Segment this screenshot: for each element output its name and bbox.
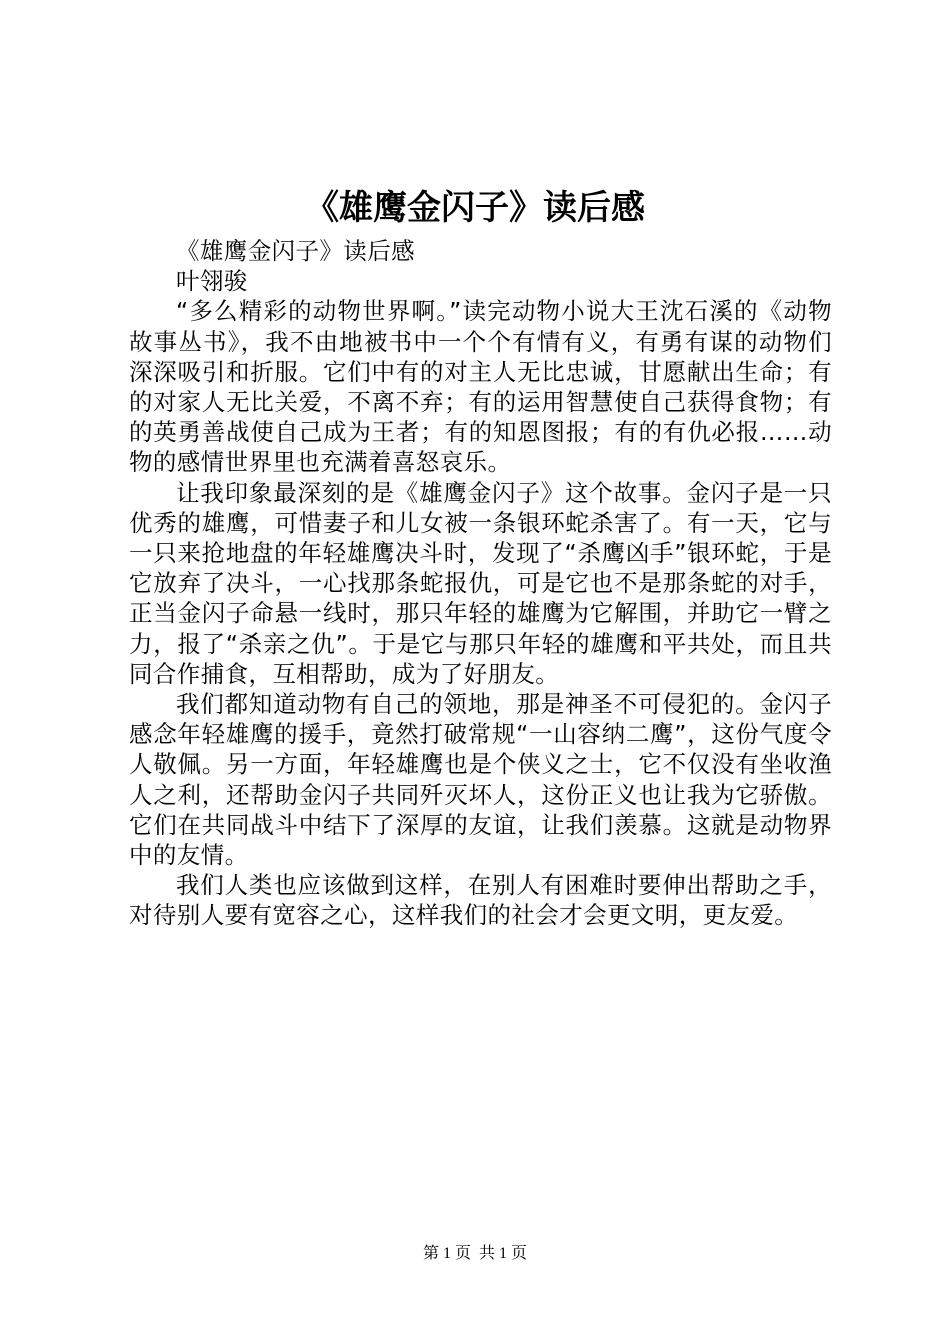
author-line: 叶翎骏 xyxy=(176,267,248,296)
document-title: 《雄鹰金闪子》读后感 xyxy=(305,188,645,228)
subtitle-line: 《雄鹰金闪子》读后感 xyxy=(176,237,415,265)
document-body xyxy=(129,236,832,931)
page-total: 共 1 页 xyxy=(479,1245,528,1262)
paragraph: 我们人类也应该做到这样，在别人有困难时要伸出帮助之手，对待别人要有宽容之心，这样我们的社会才会更文明，更友爱。 xyxy=(129,871,832,930)
page-footer xyxy=(0,1244,950,1264)
paragraph: 让我印象最深刻的是《雄鹰金闪子》这个故事。金闪子是一只优秀的雄鹰，可惜妻子和儿女被一条银环蛇杀害了。有一天，它与一只来抢地盘的年轻雄鹰决斗时，发现了“杀鹰凶手”银环蛇，于是它放弃了决斗，一心找那条蛇报仇，可是它也不是那条蛇的对手，正当金闪子命悬一线时，那只年轻的雄鹰为它解围，并助它一臂之力，报了“杀亲之仇”。于是它与那只年轻的雄鹰和平共处，而且共同合作捕食，互相帮助，成为了好朋友。 xyxy=(129,478,832,688)
paragraph: “多么精彩的动物世界啊。”读完动物小说大王沈石溪的《动物故事丛书》，我不由地被书中一个个有情有义，有勇有谋的动物们深深吸引和折服。它们中有的对主人无比忠诚，甘愿献出生命；有的对家人无比关爱，不离不弃；有的运用智慧使自己获得食物；有的英勇善战使自己成为王者；有的知恩图报；有的有仇必报……动物的感情世界里也充满着喜怒哀乐。 xyxy=(129,297,832,477)
paragraph: 我们都知道动物有自己的领地，那是神圣不可侵犯的。金闪子感念年轻雄鹰的援手，竟然打破常规“一山容纳二鹰”，这份气度令人敬佩。另一方面，年轻雄鹰也是个侠义之士，它不仅没有坐收渔人之利，还帮助金闪子共同歼灭坏人，这份正义也让我为它骄傲。它们在共同战斗中结下了深厚的友谊，让我们羡慕。这就是动物界中的友情。 xyxy=(129,690,832,870)
page-number: 第 1 页 xyxy=(422,1245,471,1262)
